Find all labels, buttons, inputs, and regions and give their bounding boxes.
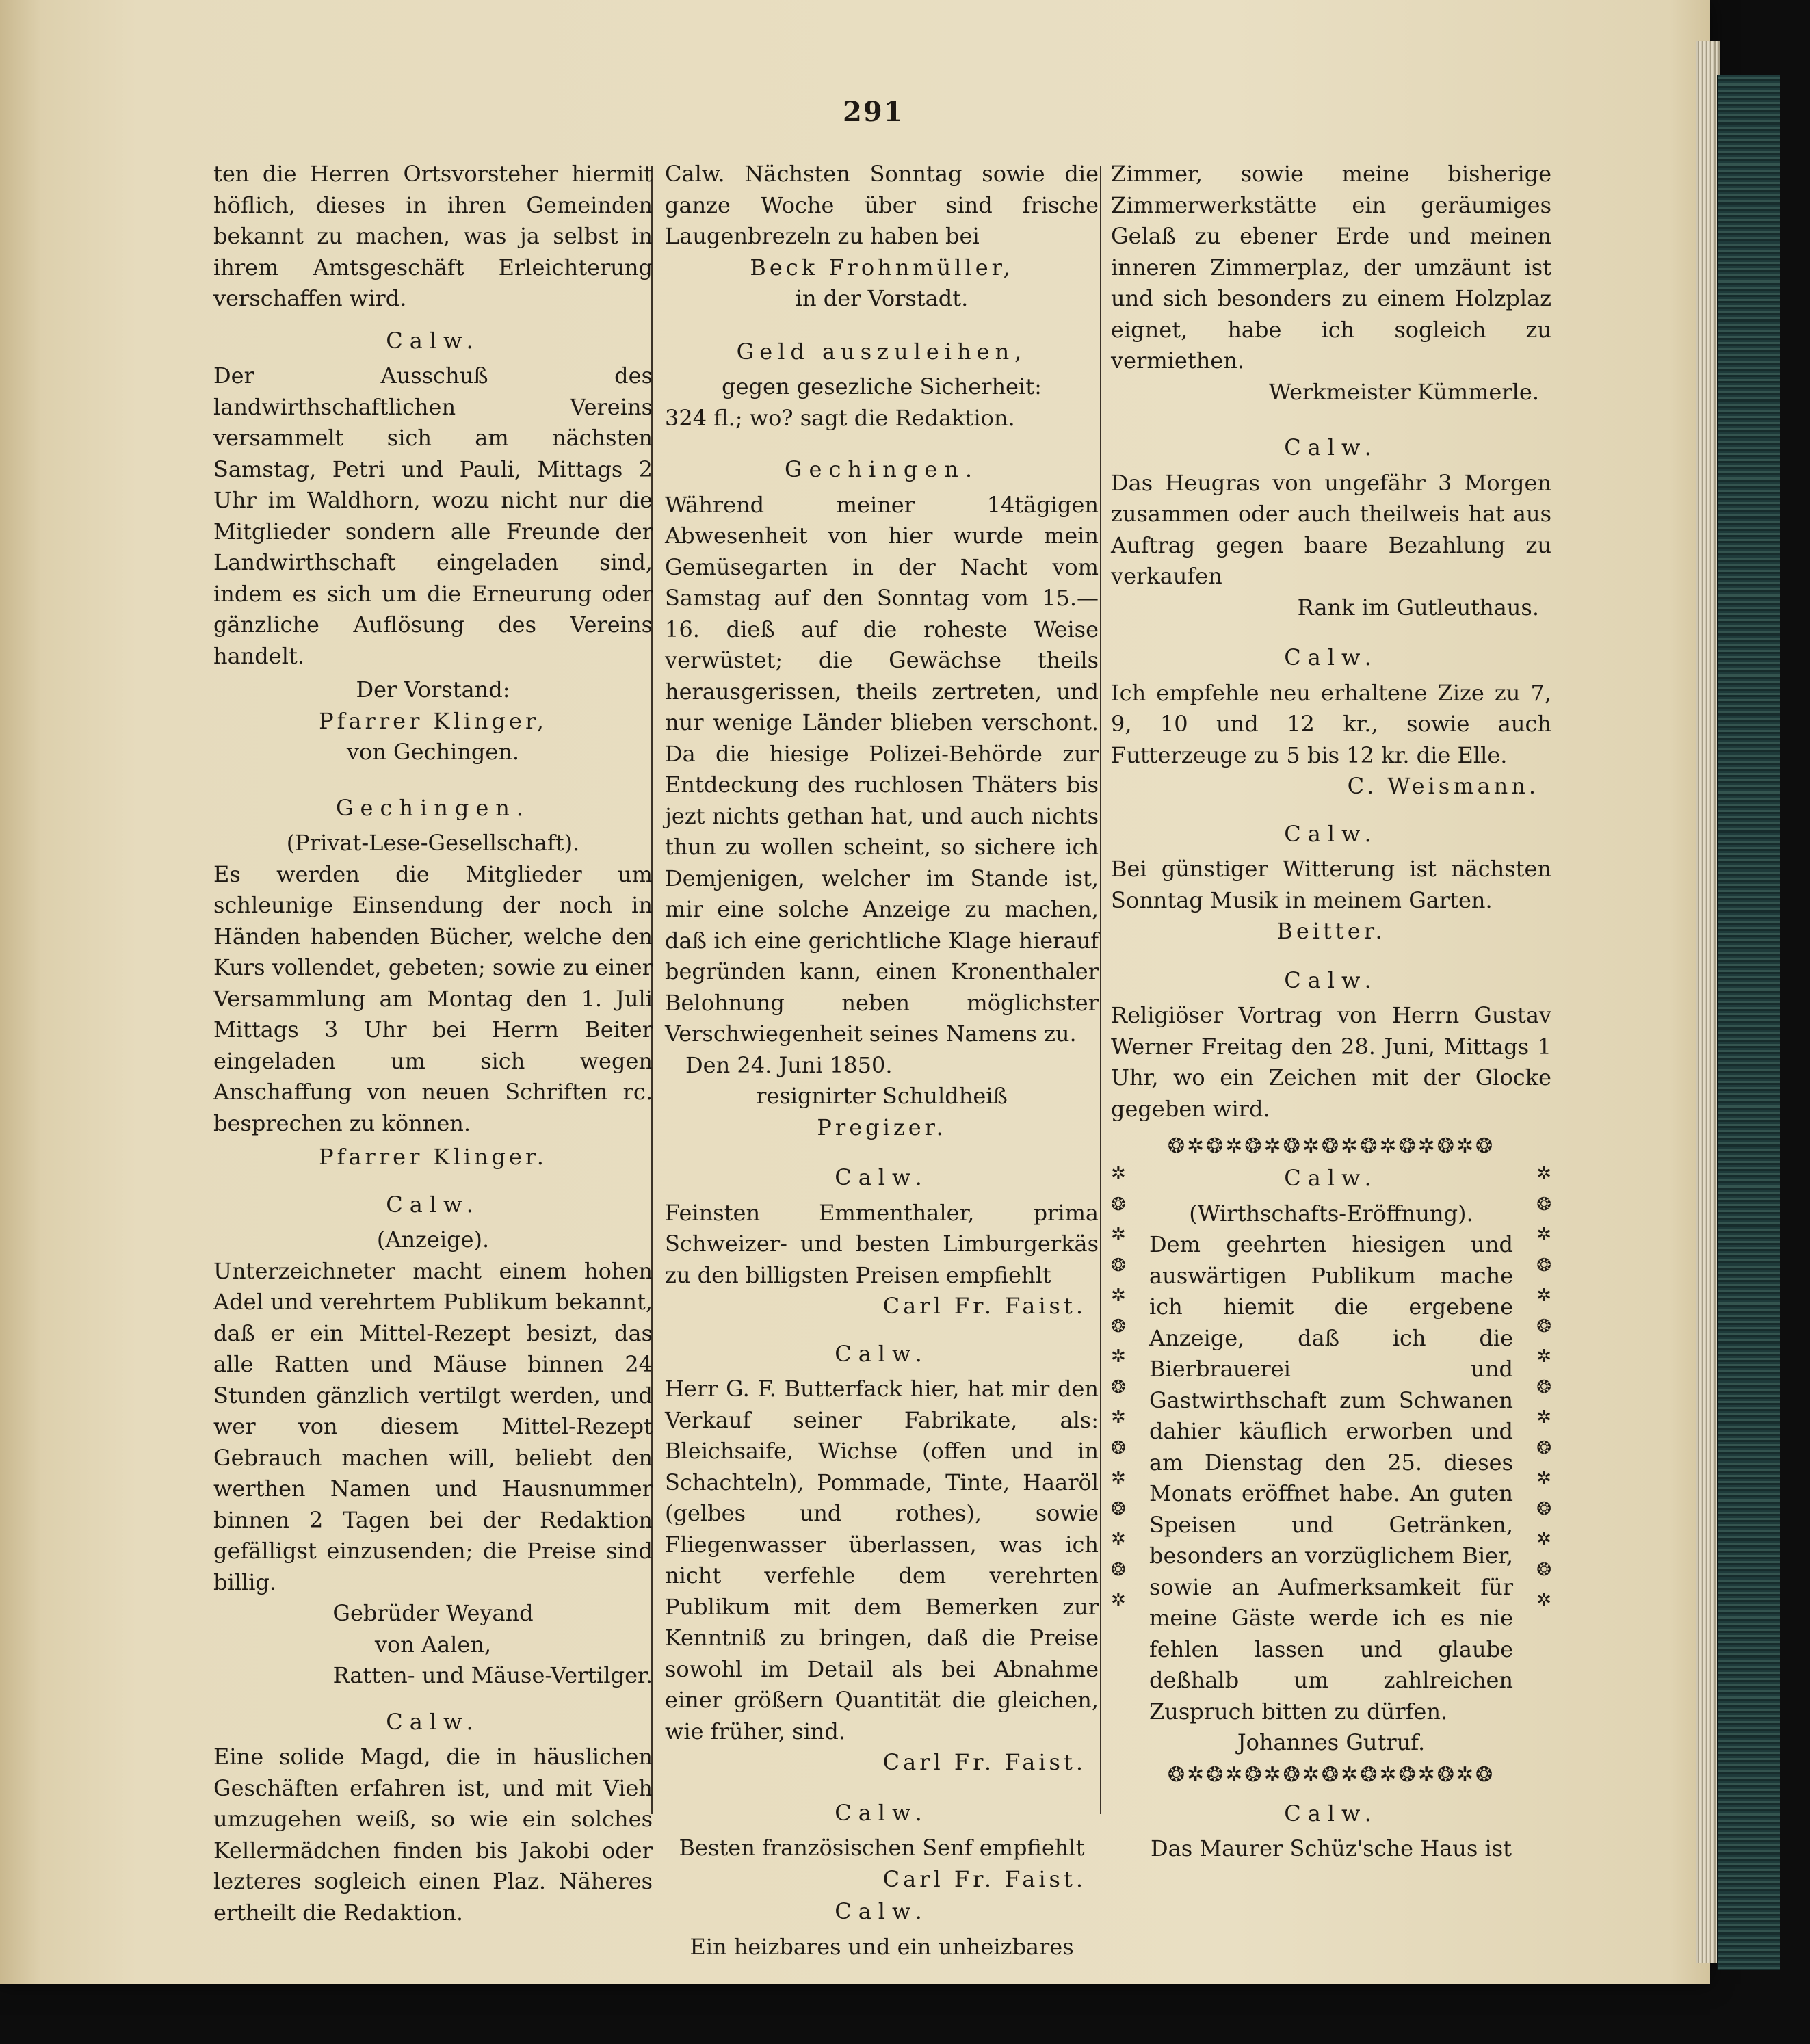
page-edges [1696, 41, 1720, 1963]
column-1 [213, 159, 653, 1928]
ad-heading: Calw. [1284, 434, 1378, 460]
ad-body: Unterzeichneter macht einem hohen Adel und verehrtem Publikum bekannt, daß er ein Mittel-Rezept besizt, das alle Ratten und Mäuse binnen 24 Stunden gänzlich vertilgt werden, und wer von diesem Mittel-Rezept Gebrauch machen will, beliebt den werthen Namen und Hausnummer binnen 2 Tagen bei der Redaktion gefälligst einzusenden; die Preise sind billig. [213, 1257, 653, 1595]
ad-body: Während meiner 14tägigen Abwesenheit von hier wurde mein Gemüsegarten in der Nacht vom Samstag auf den Sonntag vom 15.—16. dieß auf die roheste Weise verwüstet; die Gewächse theils herausgerissen, theils zertreten, und nur wenige Länder blieben verschont. Da die hiesige Polizei-Behörde zur Entdeckung des ruchlosen Thäters bis jezt nichts gethan hat, und auch nichts thun zu wollen scheint, so sichere ich Demjenigen, welcher im Stande ist, mir eine solche Anzeige zu machen, daß ich eine gerichtliche Klage hierauf begründen kann, einen Kronenthaler Belohnung neben möglichster Verschwiegenheit seines Namens zu. [665, 491, 1099, 1047]
book-spine [1717, 75, 1780, 1970]
ad-heading: Calw. [835, 1898, 929, 1924]
ad-signature: Pfarrer Klinger. [319, 1144, 547, 1170]
ad-heading: Calw. [1284, 1800, 1378, 1826]
ad-body: Ein heizbares und ein unheizbares [690, 1933, 1074, 1960]
ad-subheading: (Anzeige). [376, 1227, 490, 1253]
ad-signature: in der Vorstadt. [795, 285, 969, 311]
ad-signature: von Gechingen. [346, 739, 520, 765]
ad-body: Dem geehrten hiesigen und auswärtigen Publikum mache ich hiemit die ergebene Anzeige, daß ich die Bierbrauerei und Gastwirthschaft zum Schwanen dahier käuflich erworben und am Dienstag den 25. dieses Monats eröffnet habe. An guten Speisen und Getränken, besonders an vorzüglichem Bier, sowie an Aufmerksamkeit für meine Gäste werde ich es nie fehlen lassen und glaube deßhalb um zahlreichen Zuspruch bitten zu dürfen. [1149, 1231, 1513, 1725]
ornament-border-left: ✲ ❂ ✲ ❂ ✲ ❂ ✲ ❂ ✲ ❂ ✲ ❂ ✲ ❂ ✲ [1111, 1164, 1126, 1610]
ad-signature: Johannes Gutruf. [1237, 1729, 1426, 1755]
ad-heading: Geld auszuleihen, [736, 338, 1027, 365]
ad-body: Bei günstiger Witterung ist nächsten Sonntag Musik in meinem Garten. [1111, 856, 1551, 913]
ad-heading: Calw. [835, 1799, 929, 1826]
ad-body: Zimmer, sowie meine bisherige Zimmerwerkstätte ein geräumiges Gelaß zu ebener Erde und meinen inneren Zimmerplaz, der umzäunt ist und sich besonders zu einem Holzplaz eignet, habe ich sogleich zu vermiethen. [1111, 161, 1551, 374]
ad-signature: resignirter Schuldheiß [756, 1083, 1008, 1109]
ad-heading: Calw. [835, 1164, 929, 1190]
page-number: 291 [843, 96, 904, 128]
ad-body: Besten französischen Senf empfiehlt [679, 1835, 1085, 1861]
ornament-border-top: ❂✲❂✲❂✲❂✲❂✲❂✲❂✲❂✲❂ [1167, 1134, 1495, 1158]
ad-body: Das Maurer Schüz'sche Haus ist [1151, 1835, 1512, 1861]
ad-signature: Beitter. [1276, 918, 1386, 944]
ad-body: Religiöser Vortrag von Herrn Gustav Werner Freitag den 28. Juni, Mittags 1 Uhr, wo ein Zeichen mit der Glocke gegeben wird. [1111, 1002, 1551, 1122]
ad-heading: Calw. [386, 1708, 480, 1735]
ad-signature: von Aalen, [374, 1631, 492, 1658]
ad-heading: Calw. [1284, 820, 1378, 847]
ad-heading: Calw. [835, 1340, 929, 1367]
ad-signature: Pfarrer Klinger, [319, 707, 547, 734]
ad-signature: Beck Frohnmüller, [750, 254, 1014, 280]
ornamental-box [1111, 1131, 1551, 1787]
ad-body: Calw. Nächsten Sonntag sowie die ganze Woche über sind frische Laugenbrezeln zu haben bei [665, 161, 1099, 249]
ad-signature: Ratten- und Mäuse-Vertilger. [332, 1662, 653, 1688]
ad-date: Den 24. Juni 1850. [685, 1051, 893, 1078]
ad-body: Ich empfehle neu erhaltene Zize zu 7, 9, 10 und 12 kr., sowie auch Futterzeuge zu 5 bis 12 kr. die Elle. [1111, 679, 1551, 768]
column-3 [1101, 159, 1551, 1865]
ad-signature: Der Vorstand: [356, 677, 510, 703]
ad-signature: Rank im Gutleuthaus. [1297, 594, 1539, 620]
ad-signature: Gebrüder Weyand [332, 1600, 534, 1626]
ad-heading: Calw. [386, 1191, 480, 1218]
ad-body: 324 fl.; wo? sagt die Redaktion. [665, 404, 1015, 431]
ad-signature: Werkmeister Kümmerle. [1268, 378, 1539, 405]
ad-body: Eine solide Magd, die in häuslichen Geschäften erfahren ist, und mit Vieh umzugehen weiß, so wie ein solches Kellermädchen finden bis Jakobi oder lezteres sogleich einen Plaz. Näheres ertheilt die Redaktion. [213, 1744, 653, 1926]
ad-heading: Calw. [1284, 644, 1378, 670]
ad-subheading: (Privat-Lese-Gesellschaft). [286, 830, 580, 856]
ad-signature: Carl Fr. Faist. [882, 1865, 1086, 1892]
ornament-border-right: ✲ ❂ ✲ ❂ ✲ ❂ ✲ ❂ ✲ ❂ ✲ ❂ ✲ ❂ ✲ [1536, 1164, 1551, 1610]
ad-body: Das Heugras von ungefähr 3 Morgen zusammen oder auch theilweis hat aus Auftrag gegen baare Bezahlung zu verkaufen [1111, 469, 1551, 589]
ad-heading: Calw. [386, 327, 480, 354]
ad-signature: Pregizer. [817, 1114, 947, 1140]
ad-heading: Calw. [1284, 1165, 1378, 1191]
ad-subheading: gegen gesezliche Sicherheit: [722, 374, 1042, 399]
ornament-border-bottom: ❂✲❂✲❂✲❂✲❂✲❂✲❂✲❂✲❂ [1167, 1762, 1495, 1787]
ad-signature: Carl Fr. Faist. [882, 1293, 1086, 1319]
ad-heading: Calw. [1284, 967, 1378, 993]
ad-body: Feinsten Emmenthaler, prima Schweizer- und besten Limburgerkäs zu den billigsten Preisen empfiehlt [665, 1199, 1099, 1288]
ad-body: Herr G. F. Butterfack hier, hat mir den Verkauf seiner Fabrikate, als: Bleichsaife, Wichse (offen und in Schachteln), Pommade, Tinte, Haaröl (gelbes und rothes), sowie Fliegenwasser überlassen, was ich nicht verfehle dem verehrten Publikum mit dem Bemerken zur Kenntniß zu bringen, daß die Preise sowohl im Detail als bei Abnahme einer größern Quantität die gleichen, wie früher, sind. [665, 1376, 1099, 1744]
ad-heading: Gechingen. [335, 794, 531, 821]
ad-signature: C. Weismann. [1347, 773, 1539, 799]
ad-body: Der Ausschuß des landwirthschaftlichen Vereins versammelt sich am nächsten Samstag, Petri und Pauli, Mittags 2 Uhr im Waldhorn, wozu nicht nur die Mitglieder sondern alle Freunde der Landwirthschaft eingeladen sind, indem es sich um die Erneurung oder gänzliche Auflösung des Vereins handelt. [213, 363, 653, 669]
col1-intro: ten die Herren Ortsvorsteher hiermit höflich, dieses in ihren Gemeinden bekannt zu machen, was ja selbst in ihrem Amtsgeschäft Erleichterung verschaffen wird. [213, 161, 653, 311]
column-2 [653, 159, 1099, 1963]
ad-heading: Gechingen. [784, 456, 980, 482]
ad-body: Es werden die Mitglieder um schleunige Einsendung der noch in Händen habenden Bücher, welche den Kurs vollendet, gebeten; sowie zu einer Versammlung am Montag den 1. Juli Mittags 3 Uhr bei Herrn Beiter eingeladen um sich wegen Anschaffung von neuen Schriften rc. besprechen zu können. [213, 861, 653, 1136]
ad-signature: Carl Fr. Faist. [882, 1749, 1086, 1775]
ad-subheading: (Wirthschafts-Eröffnung). [1189, 1200, 1473, 1227]
